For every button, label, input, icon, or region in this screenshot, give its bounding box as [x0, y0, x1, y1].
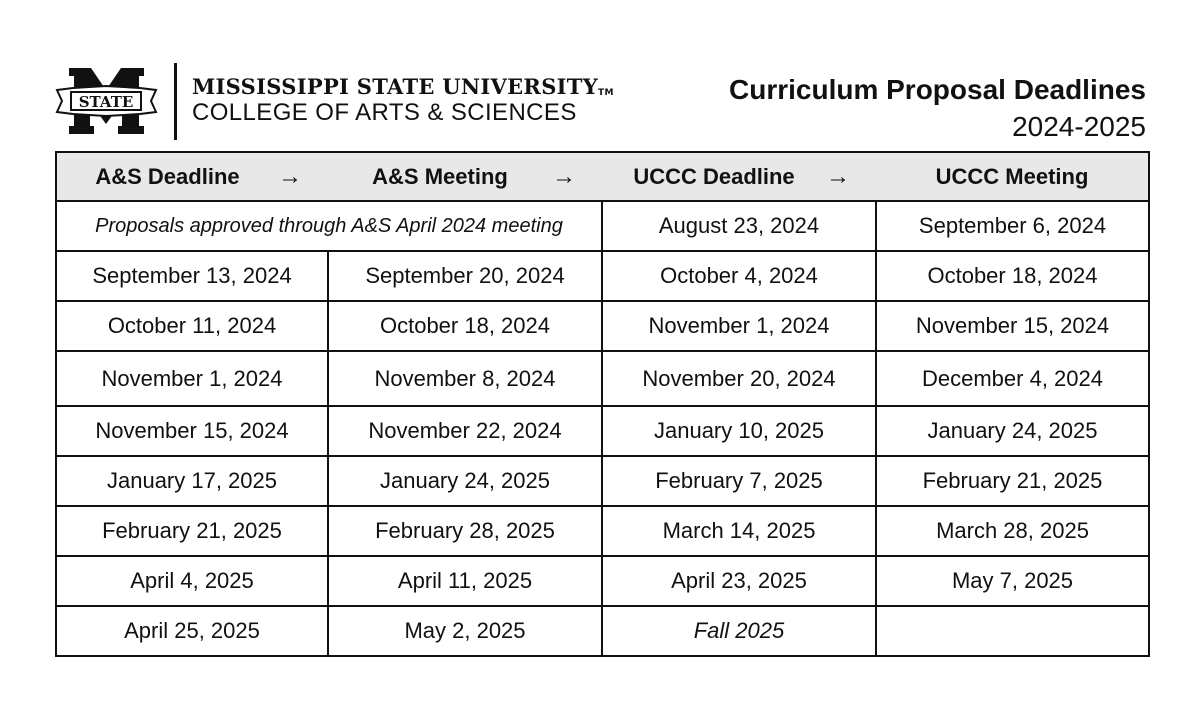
- arrow-right-icon: →: [552, 162, 576, 190]
- table-cell: September 6, 2024: [876, 201, 1149, 251]
- college-name: COLLEGE OF ARTS & SCIENCES: [192, 99, 577, 126]
- table-cell: November 15, 2024: [56, 406, 328, 456]
- table-row: [56, 506, 1149, 556]
- arrow-right-icon: →: [278, 162, 302, 190]
- table-cell: November 1, 2024: [602, 301, 876, 351]
- header-divider: [174, 63, 177, 140]
- column-header: UCCC Meeting: [876, 152, 1149, 201]
- table-cell: November 15, 2024: [876, 301, 1149, 351]
- table-row: [56, 251, 1149, 301]
- table-row: [56, 456, 1149, 506]
- table-cell: January 24, 2025: [328, 456, 602, 506]
- table-cell: March 28, 2025: [876, 506, 1149, 556]
- table-cell: September 20, 2024: [328, 251, 602, 301]
- table-cell: November 20, 2024: [602, 351, 876, 406]
- table-cell: August 23, 2024: [602, 201, 876, 251]
- table-cell: September 13, 2024: [56, 251, 328, 301]
- table-cell: April 23, 2025: [602, 556, 876, 606]
- column-header: A&S Meeting →: [328, 152, 602, 201]
- table-row: [56, 406, 1149, 456]
- table-cell: January 24, 2025: [876, 406, 1149, 456]
- deadlines-table: [55, 151, 1150, 657]
- page-title: Curriculum Proposal Deadlines: [729, 74, 1146, 105]
- table-cell: October 18, 2024: [328, 301, 602, 351]
- university-name: MISSISSIPPI STATE UNIVERSITY™: [192, 74, 614, 99]
- table-cell: October 18, 2024: [876, 251, 1149, 301]
- table-header-row: [56, 152, 1149, 201]
- table-cell: February 28, 2025: [328, 506, 602, 556]
- table-cell: November 8, 2024: [328, 351, 602, 406]
- academic-year: 2024-2025: [1012, 111, 1146, 142]
- table-row: [56, 606, 1149, 656]
- svg-text:STATE: STATE: [78, 93, 134, 111]
- table-row: [56, 556, 1149, 606]
- table-cell: November 22, 2024: [328, 406, 602, 456]
- table-cell: May 2, 2025: [328, 606, 602, 656]
- arrow-right-icon: →: [826, 162, 850, 190]
- table-row: [56, 301, 1149, 351]
- table-cell: Fall 2025: [602, 606, 876, 656]
- table-row: [56, 351, 1149, 406]
- table-cell: March 14, 2025: [602, 506, 876, 556]
- table-cell: April 25, 2025: [56, 606, 328, 656]
- table-cell: October 4, 2024: [602, 251, 876, 301]
- table-cell: February 21, 2025: [56, 506, 328, 556]
- table-cell: April 4, 2025: [56, 556, 328, 606]
- table-cell: November 1, 2024: [56, 351, 328, 406]
- table-cell: May 7, 2025: [876, 556, 1149, 606]
- table-cell: October 11, 2024: [56, 301, 328, 351]
- table-cell: February 21, 2025: [876, 456, 1149, 506]
- table-row: [56, 201, 1149, 251]
- merged-note-cell: Proposals approved through A&S April 2024 meeting: [56, 201, 602, 251]
- table-cell: January 17, 2025: [56, 456, 328, 506]
- table-cell: April 11, 2025: [328, 556, 602, 606]
- table-cell: December 4, 2024: [876, 351, 1149, 406]
- table-cell: February 7, 2025: [602, 456, 876, 506]
- msu-state-logo: [55, 68, 158, 134]
- column-header: A&S Deadline →: [56, 152, 328, 201]
- column-header: UCCC Deadline →: [602, 152, 876, 201]
- table-cell: [876, 606, 1149, 656]
- table-cell: January 10, 2025: [602, 406, 876, 456]
